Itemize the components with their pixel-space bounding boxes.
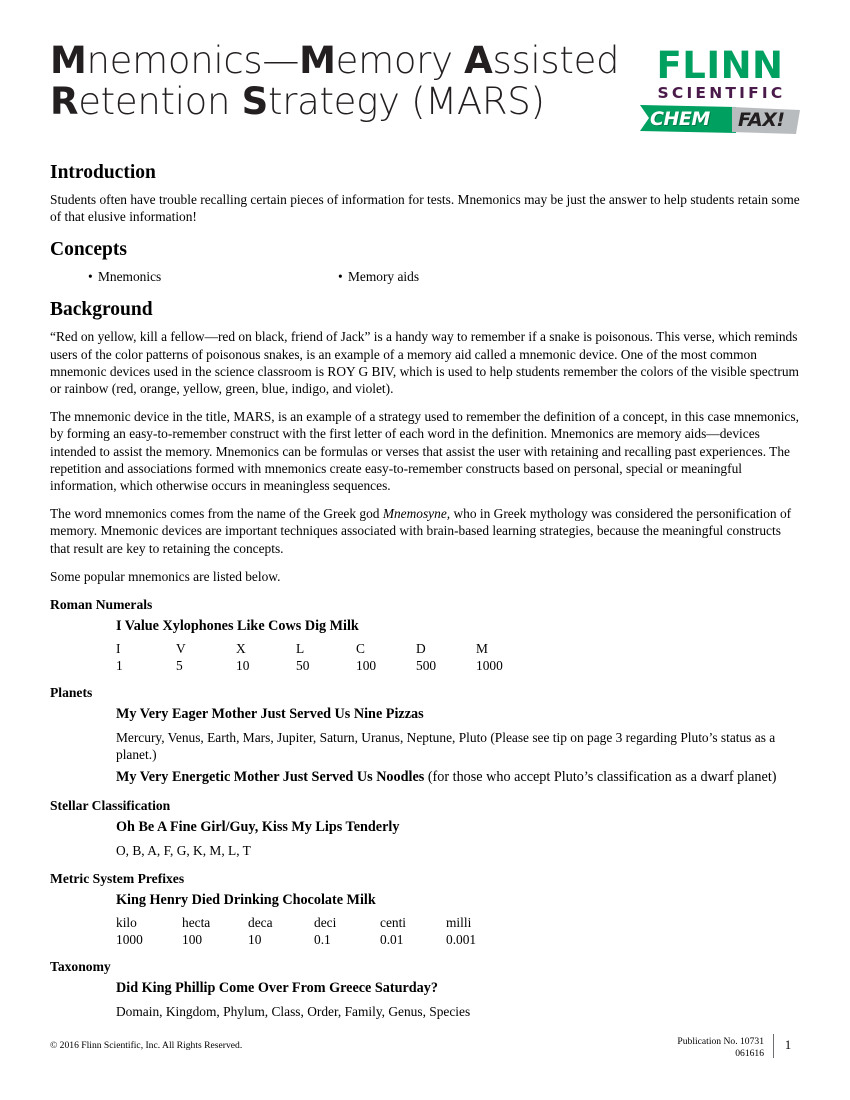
metric-value-1: 100: [182, 931, 203, 947]
group-roman-numerals: [50, 596, 800, 674]
metric-prefix-4: centi: [380, 914, 407, 930]
metric-prefix-2: deca: [248, 914, 273, 930]
group-title-taxonomy: Taxonomy: [50, 958, 111, 974]
introduction-paragraph: Students often have trouble recalling certain pieces of information for tests. Mnemonics may be just the answer to help students retain some of that elusive information!: [50, 192, 800, 225]
roman-symbol-4: C: [356, 641, 365, 657]
planets-body: [50, 705, 800, 787]
metric-phrase: King Henry Died Drinking Chocolate Milk: [116, 891, 376, 908]
roman-value-5: 500: [416, 658, 437, 674]
roman-value-1: 5: [176, 658, 183, 674]
roman-symbol-5: D: [416, 641, 426, 657]
metric-prefix-0: kilo: [116, 914, 137, 930]
roman-value-6: 1000: [476, 658, 503, 674]
group-stellar-classification: [50, 797, 800, 859]
metric-value-3: 0.1: [314, 931, 331, 947]
stellar-phrase: Oh Be A Fine Girl/Guy, Kiss My Lips Tenderly: [116, 819, 400, 836]
roman-symbol-2: X: [236, 641, 246, 657]
background-paragraph-1: “Red on yellow, kill a fellow—red on black, friend of Jack” is a handy way to remember if a snake is poisonous. This verse, which reminds users of the color patterns of poisonous snakes, is an example of a memory aid called a mnemonic device. One of the most common mnemonic devices used in the science classroom is ROY G BIV, which is used to help students remember the colors of the visible spectrum or rainbow (red, orange, yellow, green, blue, indigo, and violet).: [50, 329, 799, 397]
paragraph-3-before: The word mnemonics comes from the name of the Greek god: [50, 506, 383, 522]
roman-numerals-table: [116, 641, 536, 674]
group-taxonomy: [50, 958, 800, 1020]
roman-value-0: 1: [116, 658, 123, 674]
footer-vertical-divider: [773, 1034, 774, 1058]
roman-numerals-body: [50, 617, 800, 674]
metric-prefix-5: milli: [446, 914, 472, 930]
concept-label-1: Memory aids: [348, 269, 420, 285]
group-metric-prefixes: [50, 870, 800, 948]
bullet-icon: •: [338, 269, 343, 285]
footer-publication-info: [677, 1036, 764, 1060]
roman-symbol-0: I: [116, 641, 121, 657]
stellar-classification-body: [50, 818, 800, 859]
taxonomy-expansion: Domain, Kingdom, Phylum, Class, Order, Family, Genus, Species: [116, 1003, 471, 1019]
planets-phrase-2-bold: My Very Energetic Mother Just Served Us Noodles: [116, 769, 425, 786]
roman-value-2: 10: [236, 658, 250, 674]
group-title-metric-prefixes: Metric System Prefixes: [50, 870, 185, 886]
concept-item-0: [50, 268, 300, 285]
planets-phrase-2-note: (for those who accept Pluto’s classification as a dwarf planet): [424, 769, 777, 786]
banner-fax-label: FAX!: [738, 109, 785, 131]
heading-introduction: Introduction: [50, 162, 156, 183]
roman-value-4: 100: [356, 658, 377, 674]
table-row-values: [116, 658, 536, 674]
concept-item-1: [300, 268, 550, 285]
roman-value-3: 50: [296, 658, 310, 674]
footer-page-number: 1: [784, 1038, 792, 1052]
document-header: [50, 40, 800, 148]
roman-symbol-3: L: [296, 641, 305, 657]
planets-phrase-1: My Very Eager Mother Just Served Us Nine Pizzas: [116, 706, 424, 723]
group-planets: [50, 684, 800, 787]
roman-numerals-phrase: I Value Xylophones Like Cows Dig Milk: [116, 618, 359, 635]
planets-expansion-1: Mercury, Venus, Earth, Mars, Jupiter, Saturn, Uranus, Neptune, Pluto (Please see tip on page 3 regarding Pluto’s status as a planet.): [116, 730, 776, 763]
bullet-icon: •: [88, 269, 93, 285]
background-paragraph-3: [50, 505, 800, 557]
taxonomy-phrase: Did King Phillip Come Over From Greece Saturday?: [116, 979, 438, 996]
chemfax-banner: [640, 105, 800, 135]
metric-value-4: 0.01: [380, 931, 404, 947]
banner-chem-label: CHEM: [650, 108, 710, 130]
heading-concepts: Concepts: [50, 239, 127, 261]
concept-label-0: Mnemonics: [98, 269, 162, 285]
group-title-roman-numerals: Roman Numerals: [50, 597, 153, 613]
footer-date-code: 061616: [735, 1048, 764, 1059]
metric-value-5: 0.001: [446, 931, 477, 947]
group-title-planets: Planets: [50, 685, 93, 701]
metric-value-0: 1000: [116, 931, 143, 947]
page-footer: [50, 1032, 800, 1062]
background-paragraph-4: Some popular mnemonics are listed below.: [50, 568, 281, 584]
flinn-scientific-logo: [640, 44, 800, 135]
heading-background: Background: [50, 299, 153, 321]
table-row-prefixes: [116, 915, 512, 932]
metric-prefix-1: hecta: [182, 914, 211, 930]
group-title-stellar-classification: Stellar Classification: [50, 798, 171, 814]
metric-prefix-3: deci: [314, 914, 337, 930]
footer-publication-number: Publication No. 10731: [677, 1036, 764, 1047]
background-paragraph-2: The mnemonic device in the title, MARS, is an example of a strategy used to remember the definition of a concept, in this case mnemonics, by forming an easy-to-remember construct with the first letter of each word in the definition. Mnemonics are memory aids—devices intended to assist the memory. Mnemonics can be formulas or verses that assist the user with retaining and recalling past experiences. The repetition and associations formed with mnemonics create easy-to-remember constructs based on personal, special or meaningful information, which otherwise occurs in meaningless sequences.: [50, 409, 799, 494]
taxonomy-body: [50, 979, 800, 1020]
logo-flinn-wordmark: FLINN: [656, 44, 784, 87]
concepts-list: [50, 268, 800, 285]
logo-scientific-wordmark: SCIENTIFIC: [657, 84, 786, 102]
metric-prefixes-table: [116, 915, 512, 948]
planets-phrase-2: [116, 768, 800, 787]
roman-symbol-1: V: [176, 641, 186, 657]
page-content: [50, 40, 800, 1025]
stellar-expansion: O, B, A, F, G, K, M, L, T: [116, 843, 251, 859]
table-row-symbols: [116, 641, 536, 658]
table-row-metric-values: [116, 932, 512, 948]
footer-copyright: © 2016 Flinn Scientific, Inc. All Rights Reserved.: [50, 1040, 243, 1051]
metric-value-2: 10: [248, 931, 262, 947]
paragraph-3-after: who in Greek mythology was considered the personification of memory. Mnemonic devices are important techniques associated with brain-based learning strategies, because the meaningful constructs that result are key to retaining the concepts.: [50, 506, 792, 556]
page-title: Mnemonics—Memory Assisted Retention Strategy (MARS): [50, 39, 620, 123]
mnemosyne-italic: Mnemosyne,: [382, 506, 451, 522]
metric-prefixes-body: [50, 891, 800, 948]
roman-symbol-6: M: [476, 641, 488, 657]
